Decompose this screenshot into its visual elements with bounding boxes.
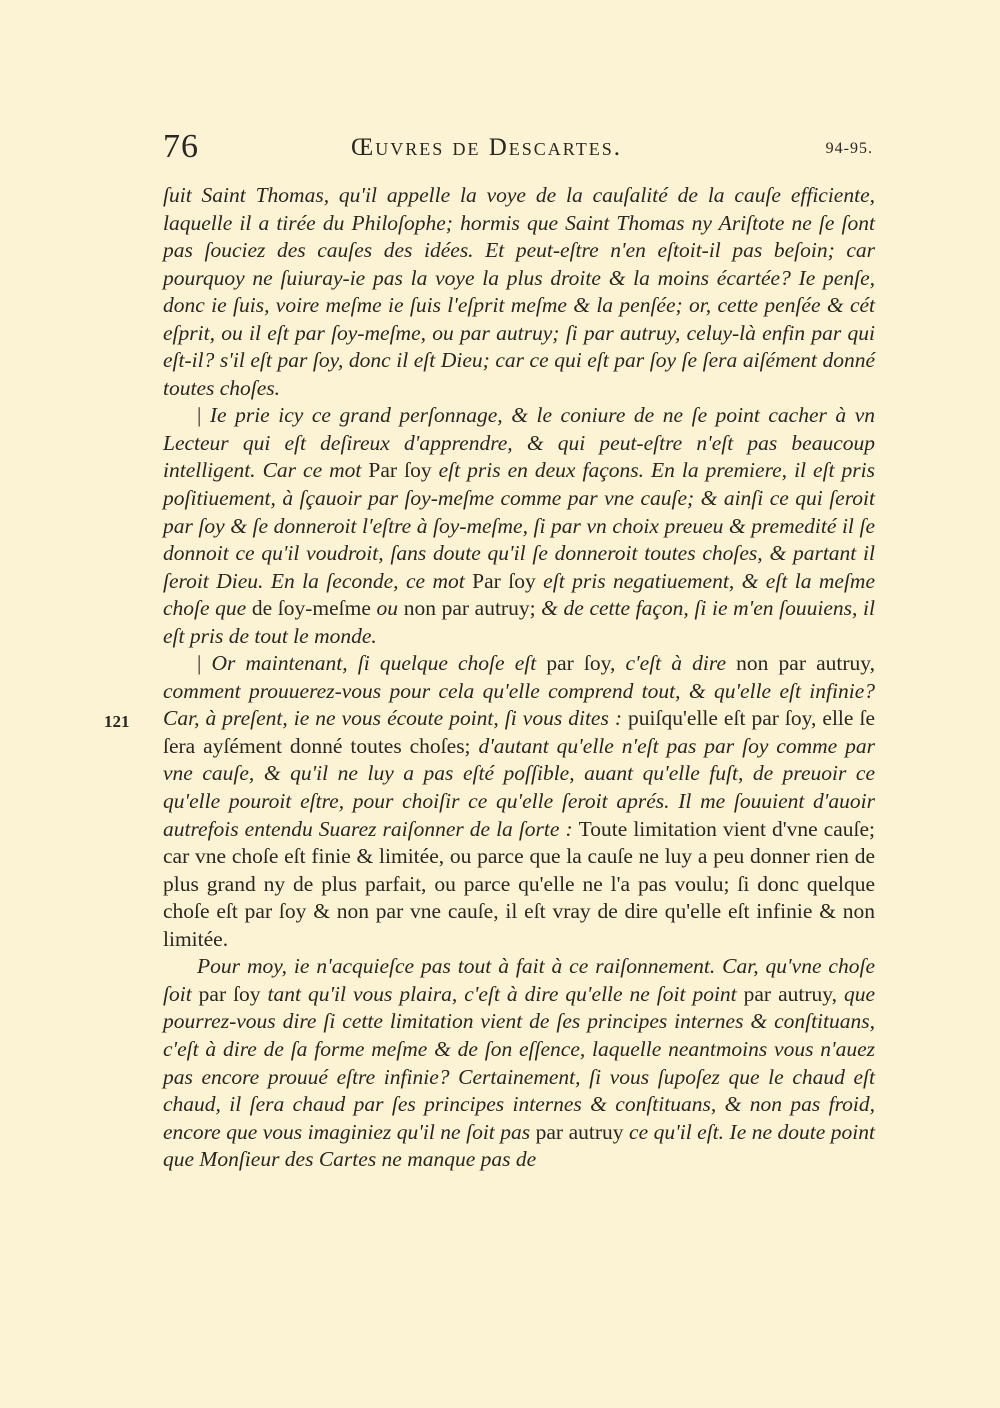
page-range: 94-95. [825,140,873,157]
italic-text-run: Ie prie icy ce grand perſonnage, & le coniure de ne ſe point cacher à vn Lecteur qui eſt deſireux d'apprendre, & qui peut-eſtre n'eſt pas beaucoup intelligent. Car ce mot [163,403,875,483]
italic-text-run: d'autant qu'elle n'eſt pas par ſoy comme par vne cauſe, & qu'il ne luy a pas eſté poſſible, auant qu'elle fuſt, de preuoir ce qu'elle pouroit eſtre, pour choiſir ce qu'elle ſeroit aprés. Il me ſouuient d'auoir autrefois entendu Suarez raiſonner de la ſorte : [163,733,875,841]
roman-text-run: par autruy, [743,981,837,1006]
roman-text-run: par autruy [535,1119,624,1144]
page-number: 76 [163,128,199,165]
roman-text-run: Par ſoy [368,458,432,483]
roman-text-run: puiſqu'elle eſt par ſoy, elle ſe ſera ayſément donné toutes choſes; [163,706,875,758]
body-text [163,182,875,1174]
roman-text-run: non par autruy; [403,596,536,621]
italic-text-run: eſt pris en deux façons. En la premiere, il eſt pris poſitiuement, à ſçauoir par ſoy-meſme comme par vne cauſe; & ainſi ce qui ſeroit par ſoy & ſe donneroit l'eſtre à ſoy-meſme, ſi par vn choix preueu & premedité il ſe donnoit ce qu'il voudroit, ſans doute qu'il ſe donneroit toutes choſes, & partant il ſeroit Dieu. En la ſeconde, ce mot [163,458,875,593]
italic-text-run: ou [370,596,404,621]
italic-text-run: c'eſt à dire [615,651,737,676]
roman-text-run: Par ſoy [472,568,536,593]
italic-text-run: Or maintenant, ſi quelque choſe eſt [211,651,547,676]
roman-text-run: non par autruy, [736,651,876,676]
italic-text-run: que pourrez-vous dire ſi cette limitation vient de ſes principes internes & conſtituans, c'eſt à dire de ſa forme meſme & de ſon eſſence, laquelle neantmoins vous n'auez pas encore prouué eſtre infinie? Certainement, ſi vous ſupoſez que le chaud eſt chaud, il ſera chaud par ſes principes internes & conſtituans, & non pas froid, encore que vous imaginiez qu'il ne ſoit pas [163,981,876,1144]
paragraph [163,650,875,953]
roman-text-run: | [197,651,212,676]
roman-text-run: | [197,403,210,428]
paragraph [163,402,875,650]
italic-text-run: eſt pris negatiuement, & eſt la meſme choſe que [163,568,875,621]
roman-text-run: par ſoy, [546,651,616,676]
italic-text-run: Pour moy, ie n'acquieſce pas tout à fait à ce raiſonnement. Car, qu'vne choſe ſoit [163,954,875,1006]
running-title: Œuvres de Descartes. [351,134,622,161]
italic-text-run: & de cette façon, ſi ie m'en ſouuiens, il eſt pris de tout le monde. [163,596,875,648]
roman-text-run: par ſoy [198,981,261,1006]
roman-text-run: Toute limitation vient d'vne cauſe; car vne choſe eſt finie & limitée, ou parce que la cauſe ne luy a peu donner rien de plus grand ny de plus parfait, ou parce qu'elle ne l'a pas voulu; ſi donc quelque choſe eſt par ſoy & non par vne cauſe, il eſt vray de dire qu'elle eſt infinie & non limitée. [163,816,875,951]
italic-text-run: tant qu'il vous plaira, c'eſt à dire qu'elle ne ſoit point [260,981,744,1006]
page-header [163,124,873,174]
margin-line-number: 121 [104,712,130,731]
italic-text-run: ſuit Saint Thomas, qu'il appelle la voye de la cauſalité de la cauſe efficiente, laquelle il a tirée du Philoſophe; hormis que Saint Thomas ny Ariſtote ne ſe ſont pas ſouciez des cauſes des idées. Et peut-eſtre n'en eſtoit-il pas beſoin; car pourquoy ne ſuiuray-ie pas la voye la plus droite & la moins écartée? Ie penſe, donc ie ſuis, voire meſme ie ſuis l'eſprit meſme & la penſée; or, cette penſée & cét eſprit, ou il eſt par ſoy-meſme, ou par autruy; ſi par autruy, celuy-là enfin par qui eſt-il? s'il eſt par ſoy, donc il eſt Dieu; car ce qui eſt par ſoy ſe ſera aiſément donné toutes choſes. [163,183,875,400]
paragraph [163,182,875,402]
italic-text-run: ce qu'il eſt. Ie ne doute point que Monſieur des Cartes ne manque pas de [163,1119,875,1172]
paragraph [163,953,875,1173]
italic-text-run: comment prouuerez-vous pour cela qu'elle comprend tout, & qu'elle eſt infinie? Car, à preſent, ie ne vous écoute point, ſi vous dites : [163,678,875,731]
roman-text-run: de ſoy-meſme [251,596,371,621]
